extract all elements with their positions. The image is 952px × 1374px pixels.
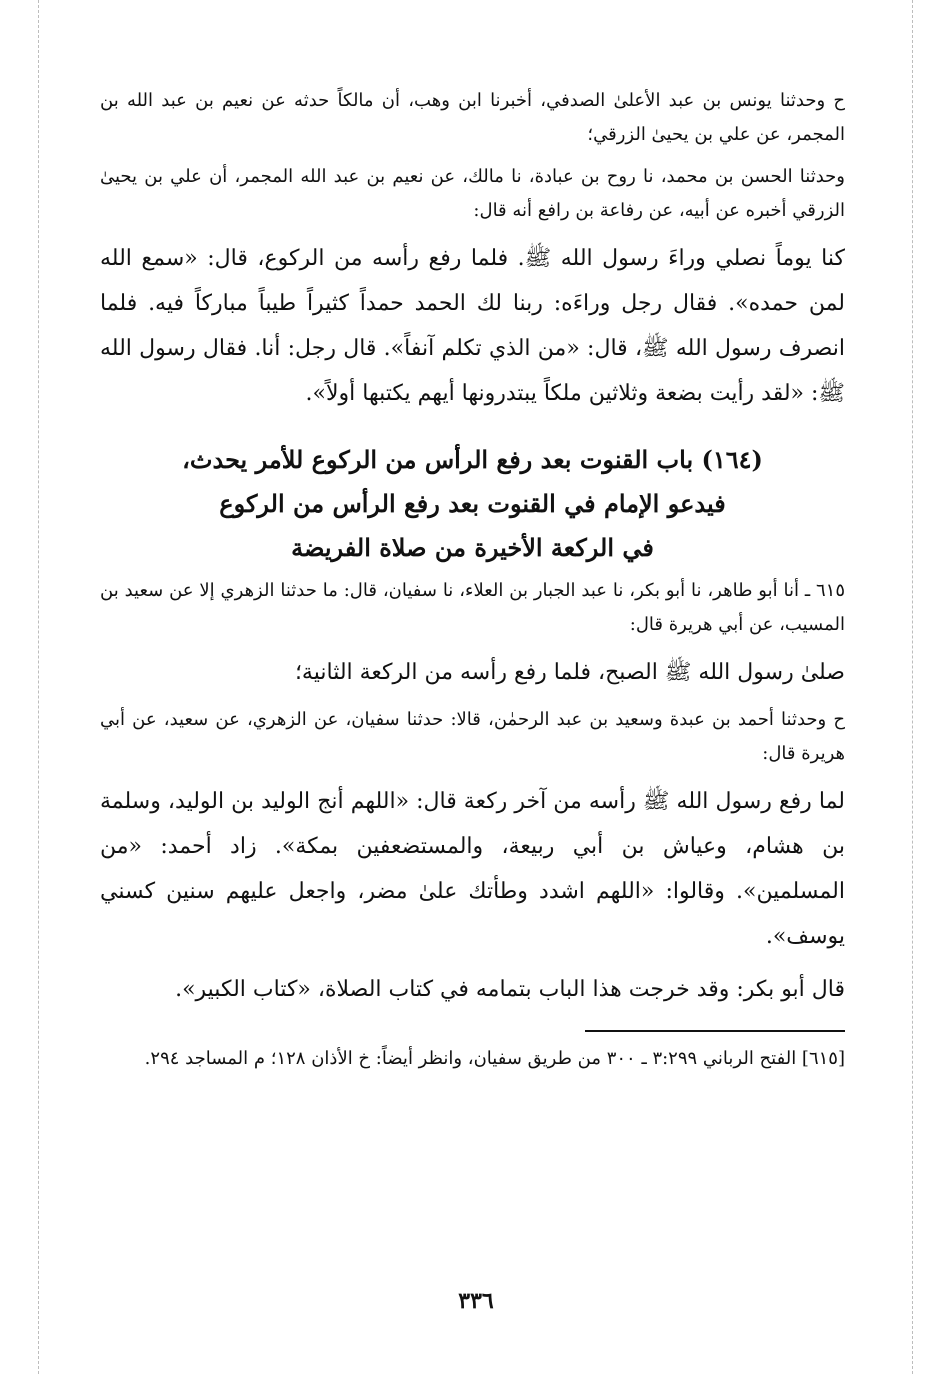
page-number: ٣٣٦ [458, 1288, 494, 1314]
author-comment: قال أبو بكر: وقد خرجت هذا الباب بتمامه في كتاب الصلاة، «كتاب الكبير». [175, 977, 845, 1002]
page-body [100, 84, 845, 1076]
isnad-paragraph-1: ح وحدثنا يونس بن عبد الأعلىٰ الصدفي، أخبرنا ابن وهب، أن مالكاً حدثه عن نعيم بن عبد الله بن المجمر، عن علي بن يحيىٰ الزرقي؛ [100, 90, 845, 145]
margin-guide-left [38, 0, 39, 1374]
chapter-heading-line-1: (١٦٤) باب القنوت بعد رفع الرأس من الركوع للأمر يحدث، [182, 445, 763, 474]
footnote-divider [585, 1030, 845, 1032]
chapter-heading-line-2: فيدعو الإمام في القنوت بعد رفع الرأس من الركوع [219, 489, 726, 518]
isnad-paragraph-3: ح وحدثنا أحمد بن عبدة وسعيد بن عبد الرحمٰن، قالا: حدثنا سفيان، عن الزهري، عن سعيد، عن أبي هريرة قال: [100, 709, 845, 764]
footnote: [٦١٥] الفتح الرباني ٣:٢٩٩ ـ ٣٠٠ من طريق سفيان، وانظر أيضاً: خ الأذان ١٢٨؛ م المساجد ٢٩٤. [144, 1048, 845, 1069]
hadith-text-1: كنا يوماً نصلي وراءَ رسول الله ﷺ. فلما رفع رأسه من الركوع، قال: «سمع الله لمن حمده». فقال رجل وراءَه: ربنا لك الحمد حمداً كثيراً طيباً مباركاً فيه. فلما انصرف رسول الله ﷺ، قال: «من الذي تكلم آنفاً». قال رجل: أنا. فقال رسول الله ﷺ: «لقد رأيت بضعة وثلاثين ملكاً يبتدرونها أيهم يكتبها أولاً». [100, 246, 845, 406]
isnad-paragraph-615: ٦١٥ ـ أنا أبو طاهر، نا أبو بكر، نا عبد الجبار بن العلاء، نا سفيان، قال: ما حدثنا الزهري إلا عن سعيد بن المسيب، عن أبي هريرة قال: [100, 580, 845, 635]
hadith-text-2: لما رفع رسول الله ﷺ رأسه من آخر ركعة قال: «اللهم أنج الوليد بن الوليد، وسلمة بن هشام، وعياش بن أبي ربيعة، والمستضعفين بمكة». زاد أحمد: «من المسلمين». وقالوا: «اللهم اشدد وطأتك علىٰ مضر، واجعل عليهم سنين كسني يوسف». [100, 789, 845, 949]
chapter-heading [100, 438, 845, 570]
hadith-text-615: صلىٰ رسول الله ﷺ الصبح، فلما رفع رأسه من الركعة الثانية؛ [294, 660, 845, 685]
chapter-heading-line-3: في الركعة الأخيرة من صلاة الفريضة [291, 533, 654, 562]
margin-guide-right [912, 0, 913, 1374]
isnad-paragraph-2: وحدثنا الحسن بن محمد، نا روح بن عبادة، نا مالك، عن نعيم بن عبد الله المجمر، أن علي بن يحيىٰ الزرقي أخبره عن أبيه، عن رفاعة بن رافع أنه قال: [100, 166, 845, 221]
